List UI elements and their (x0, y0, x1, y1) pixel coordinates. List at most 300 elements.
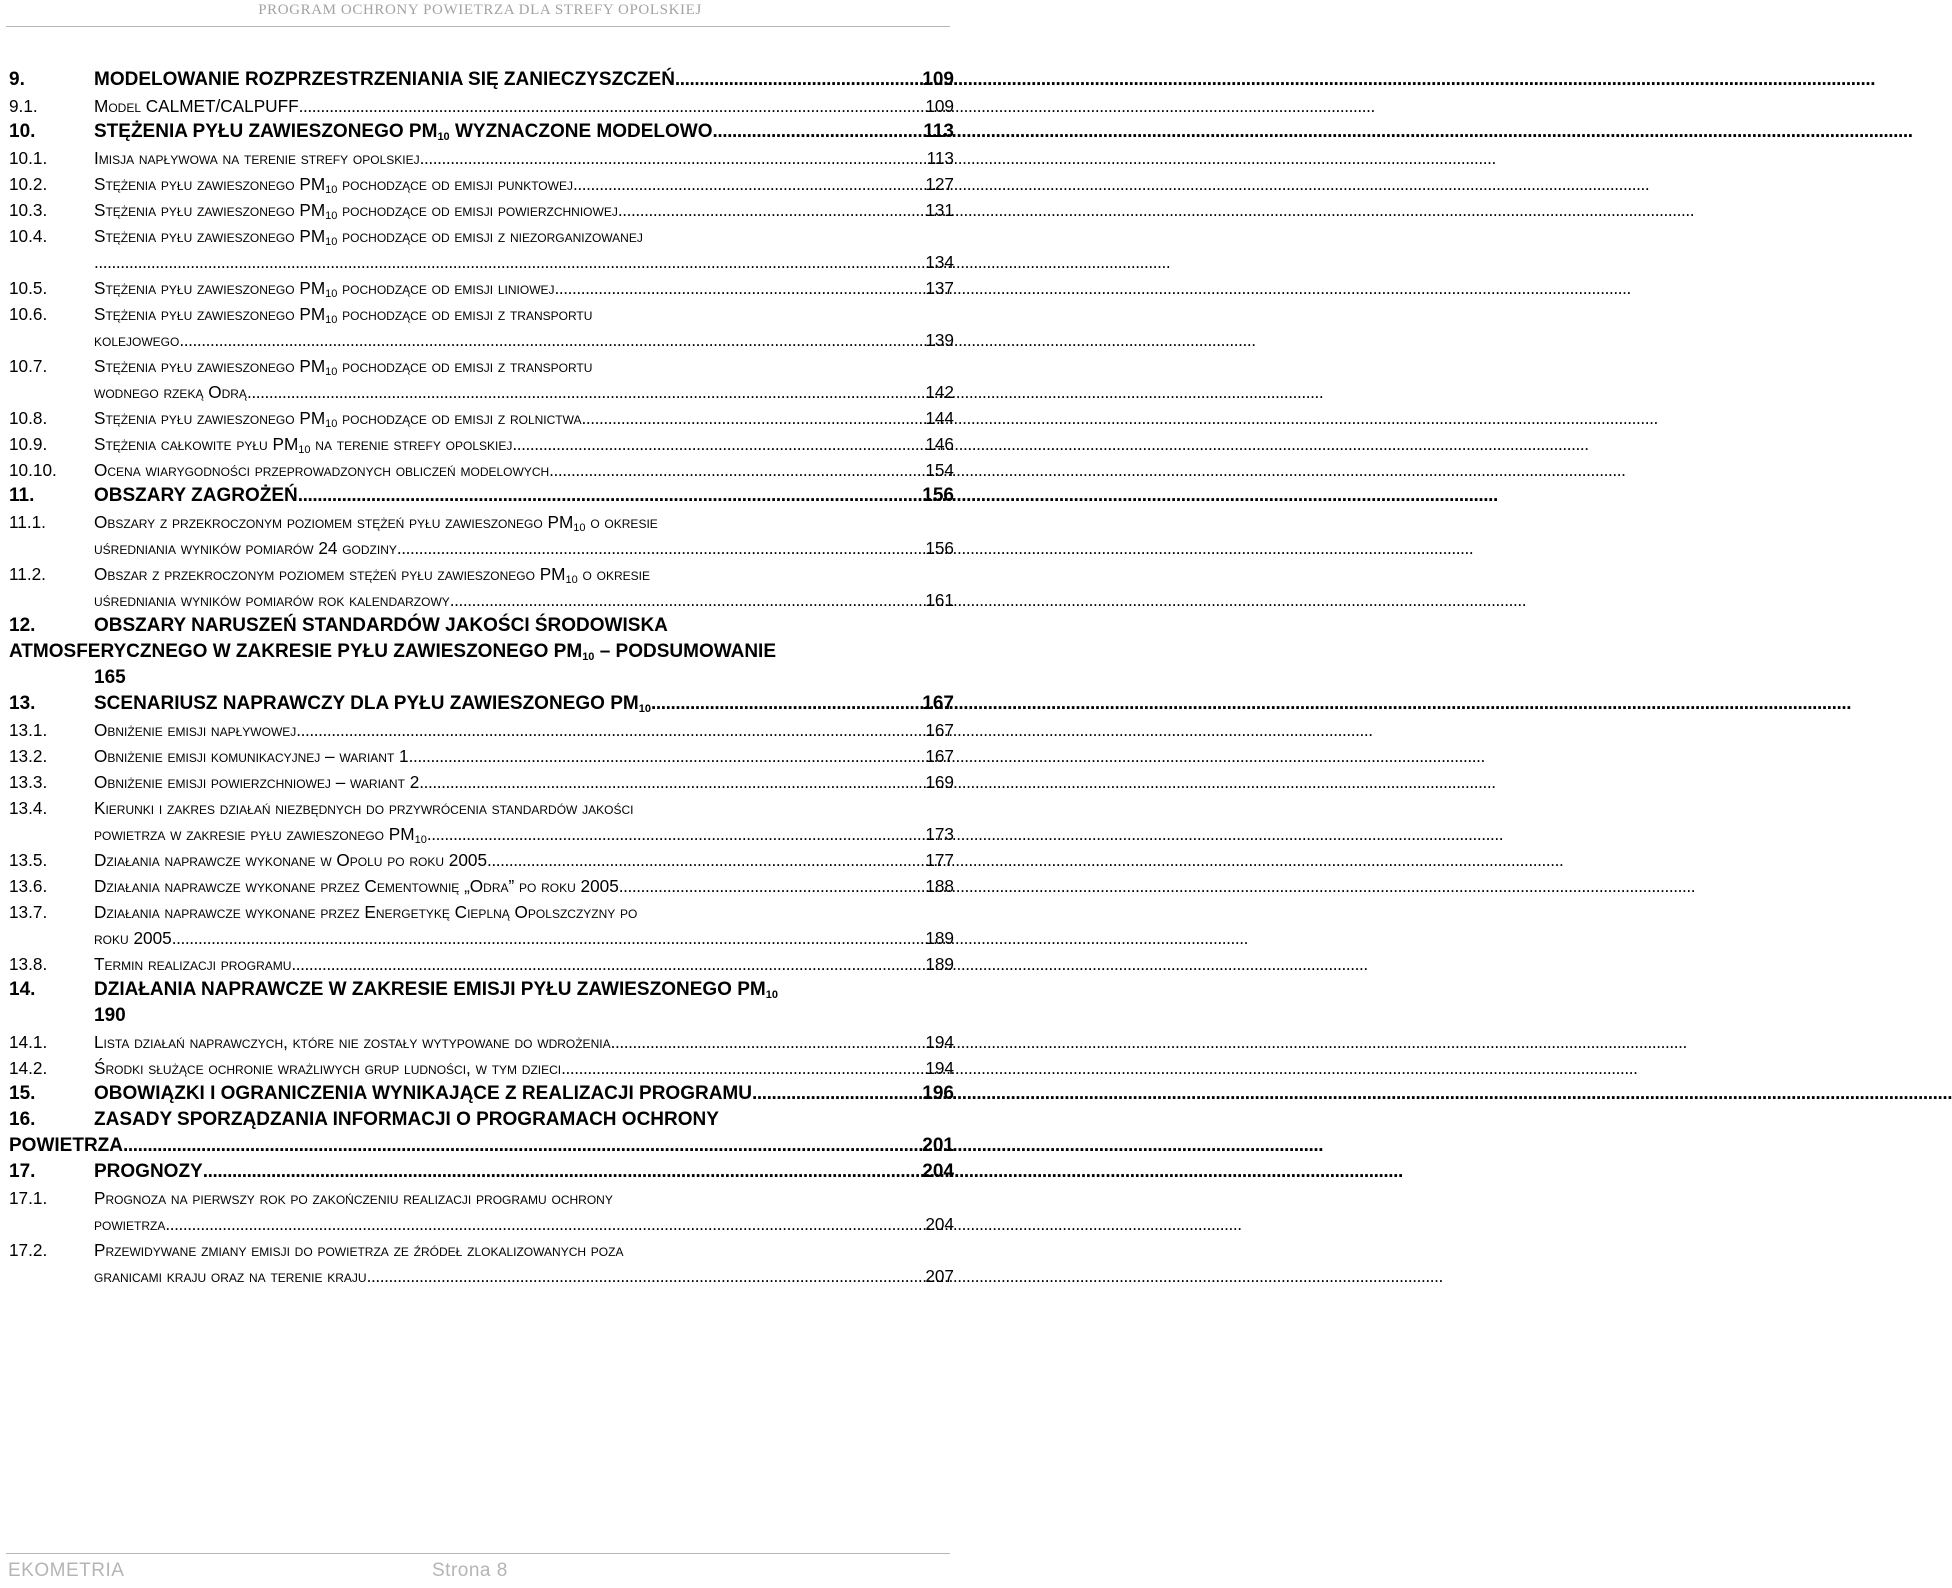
toc-entry-line (94, 1188, 954, 1208)
toc-entry-continuation (0, 538, 960, 564)
toc-entry-line (94, 694, 954, 714)
toc-entry-title (9, 642, 776, 662)
toc-page-number: 142 (925, 382, 954, 402)
toc-entry-number: 13.8. (9, 954, 48, 974)
toc-entry-line (94, 278, 954, 298)
toc-page-number: 144 (925, 408, 954, 428)
toc-entry-line (94, 122, 954, 142)
toc-page-number: 127 (925, 174, 954, 194)
toc-entry-line (94, 798, 954, 818)
toc-page-number: 188 (925, 876, 954, 896)
toc-leader-dots (409, 746, 924, 766)
toc-entry-line (9, 642, 954, 662)
toc-title-text-after: na terenie strefy opolskiej (310, 434, 513, 454)
toc-title-text: Środki służące ochronie wrażliwych grup ludności, w tym dzieci (94, 1058, 562, 1078)
toc-entry-line (94, 252, 954, 272)
toc-entry-title (94, 928, 172, 948)
toc-entry (0, 434, 960, 460)
toc-leader-dots (427, 824, 923, 844)
toc-entry-number: 17.1. (9, 1188, 48, 1208)
toc-page-number: 194 (925, 1032, 954, 1052)
toc-title-text: Działania naprawcze wykonane przez Energetykę Cieplną Opolszczyzny po (94, 902, 638, 922)
toc-page-number: 139 (925, 330, 954, 350)
toc-title-text: Obniżenie emisji powierzchniowej – wariant 2 (94, 772, 420, 792)
toc-title-subscript: 10 (638, 703, 651, 715)
toc-title-subscript: 10 (765, 989, 778, 1001)
toc-entry (0, 148, 960, 174)
toc-entry-line (94, 70, 954, 90)
toc-leader-dots (367, 1266, 924, 1286)
toc-entry-title (94, 902, 637, 922)
toc-leader-dots (573, 174, 923, 194)
toc-entry-title (94, 278, 555, 298)
toc-entry-line (94, 590, 954, 610)
toc-entry-title (94, 772, 419, 792)
toc-leader-dots (561, 1058, 923, 1078)
toc-entry-continuation (0, 642, 960, 668)
toc-entry-number: 11. (9, 485, 35, 506)
toc-page-number: 167 (925, 720, 954, 740)
toc-title-subscript: 10 (573, 522, 586, 534)
toc-entry (0, 226, 960, 252)
toc-entry-continuation (0, 1266, 960, 1292)
toc-leader-dots (123, 1136, 920, 1156)
toc-title-subscript: 10 (325, 366, 338, 378)
toc-page-number: 109 (925, 96, 954, 116)
toc-entry-title (94, 122, 713, 142)
toc-entry-title (94, 538, 397, 558)
toc-entry-title (94, 200, 618, 220)
toc-leader-dots (291, 954, 923, 974)
toc-title-text: OBOWIĄZKI I OGRANICZENIA WYNIKAJĄCE Z REALIZACJI PROGRAMU (94, 1083, 752, 1104)
toc-page-number: 109 (922, 69, 954, 90)
toc-entry-number: 9.1. (9, 96, 38, 116)
table-of-contents (0, 70, 960, 1292)
toc-entry-title (94, 694, 651, 714)
toc-entry (0, 486, 960, 512)
toc-entry-number: 17. (9, 1161, 36, 1182)
toc-entry (0, 460, 960, 486)
toc-entry-number: 10.9. (9, 434, 48, 454)
toc-entry-title (9, 1136, 123, 1156)
toc-entry-title (94, 460, 549, 480)
toc-page-number: 156 (925, 538, 954, 558)
footer-page-number: Strona 8 (432, 1560, 508, 1581)
toc-entry-number: 13.3. (9, 772, 48, 792)
toc-title-subscript: 10 (437, 131, 450, 143)
toc-entry-title (94, 954, 291, 974)
toc-entry-title (94, 1110, 719, 1130)
toc-entry-line (94, 1162, 954, 1182)
toc-entry (0, 122, 960, 148)
toc-title-text: Ocena wiarygodności przeprowadzonych obliczeń modelowych (94, 460, 550, 480)
toc-entry-title (94, 96, 299, 116)
toc-entry-continuation (0, 252, 960, 278)
toc-title-text: POWIETRZA (9, 1135, 123, 1156)
toc-title-text: Działania naprawcze wykonane przez Cementownię „Odra” po roku 2005 (94, 876, 619, 896)
toc-entry (0, 850, 960, 876)
toc-entry-title (94, 304, 592, 324)
toc-entry-number: 10. (9, 121, 36, 142)
toc-entry-title (94, 850, 487, 870)
toc-entry-number: 10.10. (9, 460, 57, 480)
toc-leader-dots (247, 382, 923, 402)
toc-entry (0, 70, 960, 96)
toc-title-text: Stężenia pyłu zawieszonego PM (94, 174, 326, 194)
toc-page-number: 161 (925, 590, 954, 610)
toc-entry-continuation (0, 928, 960, 954)
toc-page-number: 201 (922, 1135, 954, 1156)
toc-entry (0, 200, 960, 226)
toc-title-text: Stężenia całkowite pyłu PM (94, 434, 299, 454)
toc-entry-continuation (0, 1136, 960, 1162)
toc-title-text: Lista działań naprawczych, które nie zostały wytypowane do wdrożenia (94, 1032, 611, 1052)
toc-entry (0, 720, 960, 746)
toc-leader-dots (555, 278, 924, 298)
toc-title-subscript: 10 (414, 834, 427, 846)
toc-leader-dots (298, 486, 921, 506)
toc-leader-dots (203, 1162, 921, 1182)
toc-title-text: Termin realizacji programu (94, 954, 292, 974)
toc-title-text-after: pochodzące od emisji z niezorganizowanej (337, 226, 643, 246)
toc-entry-title (94, 824, 427, 844)
toc-title-text: roku 2005 (94, 928, 172, 948)
toc-entry-number: 13.6. (9, 876, 48, 896)
toc-entry-line (94, 746, 954, 766)
toc-title-text: STĘŻENIA PYŁU ZAWIESZONEGO PM (94, 121, 438, 142)
toc-title-text: SCENARIUSZ NAPRAWCZY DLA PYŁU ZAWIESZONEGO PM (94, 693, 639, 714)
toc-entry-number: 10.1. (9, 148, 48, 168)
footer-divider (6, 1553, 950, 1554)
toc-entry-number: 10.3. (9, 200, 48, 220)
toc-entry-continuation (0, 330, 960, 356)
toc-entry-title (94, 174, 573, 194)
toc-entry-line (94, 226, 954, 246)
toc-entry (0, 616, 960, 642)
toc-page-number: 169 (925, 772, 954, 792)
toc-entry (0, 1058, 960, 1084)
toc-entry (0, 954, 960, 980)
toc-page-number: 167 (925, 746, 954, 766)
toc-entry-continuation (0, 382, 960, 408)
toc-entry-title (94, 564, 650, 584)
toc-title-text: Model CALMET/CALPUFF (94, 96, 299, 116)
toc-title-text-after: pochodzące od emisji z transportu (337, 356, 593, 376)
toc-entry (0, 512, 960, 538)
toc-entry-page-line (0, 1006, 960, 1032)
toc-entry-line (94, 512, 954, 532)
toc-title-text: Obniżenie emisji napływowej (94, 720, 297, 740)
toc-leader-dots (618, 200, 923, 220)
toc-entry-title (94, 1032, 611, 1052)
toc-entry (0, 772, 960, 798)
toc-entry-number: 11.1. (9, 512, 46, 532)
toc-leader-dots (94, 252, 923, 272)
toc-entry-title (94, 356, 592, 376)
toc-entry-number: 17.2. (9, 1240, 48, 1260)
toc-entry-line (94, 1110, 954, 1130)
toc-title-text: uśredniania wyników pomiarów rok kalendarzowy (94, 590, 450, 610)
toc-title-text: Działania naprawcze wykonane w Opolu po roku 2005 (94, 850, 488, 870)
toc-title-text-after: pochodzące od emisji z rolnictwa (337, 408, 582, 428)
toc-page-number: 189 (925, 928, 954, 948)
toc-title-text-after: pochodzące od emisji punktowej (337, 174, 573, 194)
toc-title-text: uśredniania wyników pomiarów 24 godziny (94, 538, 397, 558)
toc-page-number: 134 (925, 252, 954, 272)
toc-title-subscript: 10 (565, 574, 578, 586)
toc-entry-title (94, 1162, 203, 1182)
toc-title-subscript: 10 (325, 210, 338, 222)
toc-entry-continuation (0, 590, 960, 616)
toc-entry-line (94, 1084, 954, 1104)
toc-page-number: 207 (925, 1266, 954, 1286)
toc-entry-line (94, 1032, 954, 1052)
toc-entry-number: 12. (9, 615, 36, 636)
toc-entry-line (94, 434, 954, 454)
toc-page-number: 190 (94, 1005, 126, 1026)
toc-entry (0, 746, 960, 772)
toc-entry-number: 10.6. (9, 304, 48, 324)
toc-leader-dots (487, 850, 923, 870)
toc-leader-dots (512, 434, 923, 454)
toc-title-text: OBSZARY NARUSZEŃ STANDARDÓW JAKOŚCI ŚRODOWISKA (94, 615, 668, 636)
header-divider (6, 26, 950, 27)
toc-entry-title (94, 330, 179, 350)
toc-entry (0, 694, 960, 720)
toc-entry-number: 10.8. (9, 408, 48, 428)
toc-entry (0, 564, 960, 590)
toc-entry-number: 16. (9, 1109, 36, 1130)
toc-page-number: 113 (923, 121, 954, 142)
toc-title-text: granicami kraju oraz na terenie kraju (94, 1266, 367, 1286)
toc-title-text: wodnego rzeką Odrą (94, 382, 247, 402)
toc-title-text: PROGNOZY (94, 1161, 203, 1182)
toc-entry (0, 1240, 960, 1266)
toc-page-number: 146 (925, 434, 954, 454)
toc-entry-page-line (0, 668, 960, 694)
toc-page-number: 204 (925, 1214, 954, 1234)
toc-entry-line (94, 850, 954, 870)
toc-title-subscript: 10 (325, 184, 338, 196)
toc-entry (0, 902, 960, 928)
toc-entry (0, 304, 960, 330)
toc-title-text: ATMOSFERYCZNEGO W ZAKRESIE PYŁU ZAWIESZONEGO PM (9, 641, 583, 662)
toc-entry-line (94, 330, 954, 350)
toc-entry-line (94, 564, 954, 584)
toc-entry-line (94, 408, 954, 428)
toc-page-number: 154 (925, 460, 954, 480)
toc-entry-line (94, 1006, 954, 1026)
toc-title-text: Stężenia pyłu zawieszonego PM (94, 200, 326, 220)
toc-entry-number: 11.2. (9, 564, 46, 584)
toc-title-text-after: – PODSUMOWANIE (594, 641, 777, 662)
toc-entry-line (94, 616, 954, 636)
toc-title-text: Obniżenie emisji komunikacyjnej – wariant 1 (94, 746, 409, 766)
toc-leader-dots (299, 96, 924, 116)
toc-entry-continuation (0, 1214, 960, 1240)
toc-entry-number: 13.5. (9, 850, 48, 870)
toc-page-number: 196 (922, 1083, 954, 1104)
toc-page-number: 167 (922, 693, 954, 714)
toc-entry-title (94, 1240, 623, 1260)
toc-entry-title (94, 616, 668, 636)
toc-entry-title (94, 590, 450, 610)
toc-page-number: 204 (922, 1161, 954, 1182)
toc-leader-dots (651, 694, 920, 714)
toc-title-text: Stężenia pyłu zawieszonego PM (94, 226, 326, 246)
toc-title-subscript: 10 (325, 314, 338, 326)
toc-entry-line (94, 1058, 954, 1078)
toc-title-subscript: 10 (325, 418, 338, 430)
toc-leader-dots (179, 330, 923, 350)
toc-entry (0, 1032, 960, 1058)
toc-entry-line (94, 1240, 954, 1260)
toc-entry (0, 174, 960, 200)
toc-entry-title (94, 798, 634, 818)
toc-entry-title (94, 434, 512, 454)
toc-leader-dots (420, 148, 925, 168)
toc-entry-line (94, 382, 954, 402)
toc-entry-title (94, 486, 298, 506)
toc-leader-dots (619, 876, 924, 896)
toc-entry-line (94, 1214, 954, 1234)
toc-entry-continuation (0, 824, 960, 850)
toc-entry-number: 10.2. (9, 174, 48, 194)
toc-title-text: Imisja napływowa na terenie strefy opolskiej (94, 148, 420, 168)
page-header: PROGRAM OCHRONY POWIETRZA DLA STREFY OPOLSKIEJ (258, 2, 702, 18)
toc-page-number: 173 (925, 824, 954, 844)
toc-leader-dots (752, 1084, 920, 1104)
toc-title-text-after: pochodzące od emisji liniowej (337, 278, 555, 298)
toc-page-number: 137 (925, 278, 954, 298)
toc-page-number: 165 (94, 667, 126, 688)
toc-entry-title (94, 408, 582, 428)
toc-leader-dots (582, 408, 924, 428)
toc-entry (0, 1162, 960, 1188)
toc-title-text: DZIAŁANIA NAPRAWCZE W ZAKRESIE EMISJI PYŁU ZAWIESZONEGO PM (94, 979, 766, 1000)
toc-entry-line (94, 356, 954, 376)
toc-entry-title (94, 876, 619, 896)
toc-page-number: 194 (925, 1058, 954, 1078)
toc-entry-line (94, 824, 954, 844)
toc-title-text: Kierunki i zakres działań niezbędnych do przywrócenia standardów jakości (94, 798, 634, 818)
toc-title-subscript: 10 (325, 288, 338, 300)
toc-leader-dots (611, 1032, 924, 1052)
toc-entry-title (94, 1214, 165, 1234)
toc-entry-number: 13.4. (9, 798, 48, 818)
toc-title-text-after: pochodzące od emisji z transportu (337, 304, 593, 324)
toc-entry (0, 1188, 960, 1214)
toc-leader-dots (397, 538, 923, 558)
toc-entry (0, 278, 960, 304)
toc-page-number: 189 (925, 954, 954, 974)
toc-entry-title (94, 226, 643, 246)
toc-entry (0, 798, 960, 824)
toc-page-number: 131 (925, 200, 954, 220)
toc-entry-line (94, 954, 954, 974)
toc-title-subscript: 10 (298, 444, 311, 456)
toc-entry-number: 13.2. (9, 746, 48, 766)
toc-title-text-after: o okresie (577, 564, 650, 584)
toc-entry-line (94, 772, 954, 792)
toc-leader-dots (296, 720, 923, 740)
toc-entry (0, 356, 960, 382)
toc-title-subscript: 10 (325, 236, 338, 248)
toc-entry-line (94, 304, 954, 324)
toc-leader-dots (549, 460, 923, 480)
toc-entry-number: 10.4. (9, 226, 48, 246)
toc-entry-line (94, 538, 954, 558)
toc-entry-title (94, 980, 778, 1000)
toc-title-text: Obszary z przekroczonym poziomem stężeń pyłu zawieszonego PM (94, 512, 574, 532)
toc-title-text: Stężenia pyłu zawieszonego PM (94, 304, 326, 324)
toc-entry-title (94, 1188, 613, 1208)
toc-title-text: Stężenia pyłu zawieszonego PM (94, 278, 326, 298)
toc-entry-line (94, 96, 954, 116)
toc-entry-line (94, 148, 954, 168)
toc-entry-line (94, 928, 954, 948)
toc-title-subscript: 10 (582, 651, 595, 663)
toc-entry-number: 10.5. (9, 278, 48, 298)
toc-entry-line (94, 668, 954, 688)
toc-entry-number: 13. (9, 693, 36, 714)
toc-title-text: ZASADY SPORZĄDZANIA INFORMACJI O PROGRAMACH OCHRONY (94, 1109, 719, 1130)
toc-entry-number: 10.7. (9, 356, 48, 376)
toc-entry-title (94, 382, 247, 402)
toc-page-number: 113 (926, 148, 954, 168)
toc-title-text: Przewidywane zmiany emisji do powietrza ze źródeł zlokalizowanych poza (94, 1240, 624, 1260)
toc-entry-number: 15. (9, 1083, 36, 1104)
toc-entry (0, 876, 960, 902)
toc-entry (0, 1084, 960, 1110)
toc-entry-title (94, 1084, 752, 1104)
toc-title-text: kolejowego (94, 330, 180, 350)
toc-entry-number: 14.1. (9, 1032, 48, 1052)
toc-leader-dots (419, 772, 923, 792)
toc-entry-title (94, 1266, 367, 1286)
toc-leader-dots (713, 122, 922, 142)
toc-entry (0, 408, 960, 434)
toc-title-text-after: WYZNACZONE MODELOWO (449, 121, 713, 142)
toc-page-number: 156 (922, 485, 954, 506)
toc-entry-line (94, 486, 954, 506)
toc-entry-line (94, 902, 954, 922)
toc-entry-line (9, 1136, 954, 1156)
toc-leader-dots (172, 928, 924, 948)
toc-entry-title (94, 720, 296, 740)
toc-entry-line (94, 460, 954, 480)
toc-title-text: Stężenia pyłu zawieszonego PM (94, 356, 326, 376)
toc-title-text-after: o okresie (585, 512, 658, 532)
toc-entry-number: 14. (9, 979, 36, 1000)
toc-title-text: Obszar z przekroczonym poziomem stężeń pyłu zawieszonego PM (94, 564, 566, 584)
toc-leader-dots (675, 70, 920, 90)
toc-entry-number: 14.2. (9, 1058, 48, 1078)
toc-entry-title (94, 1058, 561, 1078)
toc-title-text: Stężenia pyłu zawieszonego PM (94, 408, 326, 428)
toc-entry-number: 9. (9, 69, 25, 90)
toc-entry-line (94, 720, 954, 740)
footer-company: EKOMETRIA (8, 1560, 125, 1581)
toc-entry-number: 13.7. (9, 902, 48, 922)
toc-title-text: MODELOWANIE ROZPRZESTRZENIANIA SIĘ ZANIECZYSZCZEŃ (94, 69, 675, 90)
toc-entry-line (94, 174, 954, 194)
toc-entry (0, 1110, 960, 1136)
toc-entry (0, 980, 960, 1006)
toc-title-text: powietrza (94, 1214, 166, 1234)
toc-page-number: 177 (925, 850, 954, 870)
toc-entry-line (94, 980, 954, 1000)
